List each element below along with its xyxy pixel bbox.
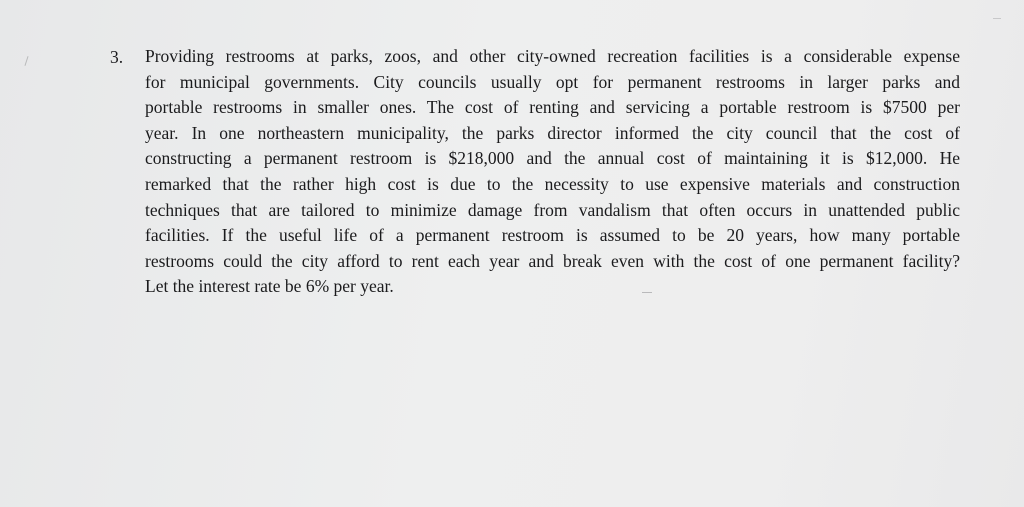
question-line: Let the interest rate be 6% per year. (145, 276, 394, 297)
question-line: portable restrooms in smaller ones. The cost of renting and servicing a portable restroom is $7500 per (145, 97, 960, 118)
question-line: restrooms could the city afford to rent each year and break even with the cost of one permanent facility? (145, 250, 960, 271)
question-line: Providing restrooms at parks, zoos, and other city-owned recreation facilities is a considerable expense (145, 46, 960, 66)
question-text (145, 44, 960, 300)
paper-mark (993, 18, 1001, 19)
question-number: 3. (110, 47, 124, 67)
question-line: remarked that the rather high cost is due to the necessity to use expensive materials and construction (145, 173, 960, 194)
question-line: techniques that are tailored to minimize damage from vandalism that often occurs in unattended public (145, 199, 960, 220)
question-line: for municipal governments. City councils usually opt for permanent restrooms in larger parks and (145, 71, 960, 92)
question-line: facilities. If the useful life of a permanent restroom is assumed to be 20 years, how many portable (145, 225, 960, 246)
paper-mark (24, 56, 28, 66)
question-line: constructing a permanent restroom is $218,000 and the annual cost of maintaining it is $12,000. He (145, 148, 960, 169)
question-line: year. In one northeastern municipality, the parks director informed the city council that the cost of (145, 122, 960, 143)
